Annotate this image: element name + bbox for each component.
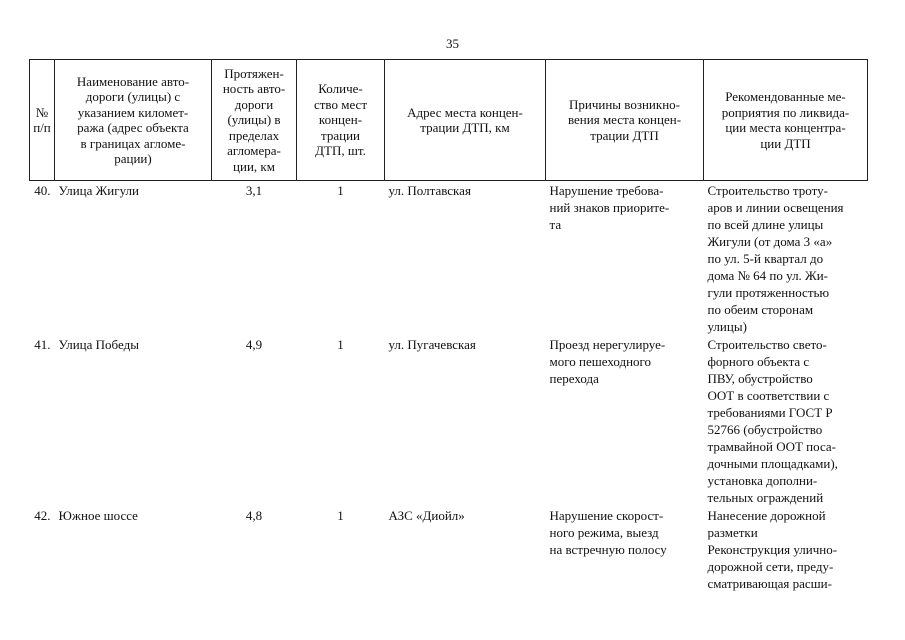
text-line: пределах [228, 127, 280, 143]
text-line: ции ДТП [760, 135, 811, 151]
text-line: дороги (улицы) с [85, 89, 181, 104]
road-name: Улица Жигули [58, 183, 139, 198]
row-number: 41. [34, 337, 51, 352]
text-line: мого пешеходного [549, 354, 652, 369]
road-name: Улица Победы [58, 337, 139, 352]
accident-count: 1 [337, 508, 344, 523]
text-line: Нарушение требова- [549, 183, 664, 198]
text-line: ного режима, выезд [549, 525, 659, 540]
table-row [30, 506, 868, 617]
header-measures [704, 60, 868, 181]
text-line: установка дополни- [707, 473, 818, 488]
text-line: в границах агломе- [80, 135, 186, 151]
header-address [385, 60, 546, 181]
text-line: роприятия по ликвида- [721, 104, 850, 120]
road-length: 3,1 [245, 183, 263, 198]
text-line: та [549, 217, 562, 232]
header-causes [546, 60, 704, 181]
recommended-measure [704, 181, 868, 336]
text-line: ДТП, шт. [315, 143, 366, 159]
text-line: форного объекта с [707, 354, 810, 369]
text-line: сматривающая расши- [707, 576, 832, 591]
text-line: ража (адрес объекта [77, 120, 189, 135]
text-line: ООТ в соответствии с [707, 388, 830, 403]
text-line: Адрес места концен- [407, 104, 523, 120]
page-number: 35 [446, 36, 459, 51]
accident-table [29, 59, 868, 617]
accident-cause [546, 181, 704, 336]
table-row [30, 181, 868, 336]
text-line: Рекомендованные ме- [725, 89, 846, 104]
text-line: улицы) [707, 319, 747, 334]
road-length: 4,8 [245, 508, 263, 523]
text-line: тельных ограждений [707, 490, 824, 505]
accident-cause [546, 335, 704, 506]
text-line: на встречную полосу [549, 542, 667, 557]
accident-address: ул. Пугачевская [388, 337, 476, 352]
text-line: аров и линии освещения [707, 200, 844, 215]
text-line: Протяжен- [224, 65, 284, 81]
text-line: перехода [549, 371, 599, 386]
text-line: дочными площадками), [707, 456, 838, 471]
road-name: Южное шоссе [58, 508, 138, 523]
text-line: по ул. 5-й квартал до [707, 251, 824, 266]
text-line: рации) [114, 151, 152, 166]
header-road-name [55, 60, 212, 181]
text-line: указанием километ- [77, 104, 189, 120]
text-line: по обеим сторонам [707, 302, 814, 317]
accident-count: 1 [337, 337, 344, 352]
text-line: трамвайной ООТ поса- [707, 439, 836, 454]
text-line: ции места концентра- [725, 120, 846, 135]
row-number: 40. [34, 183, 51, 198]
recommended-measure [704, 335, 868, 506]
text-line: трации ДТП, км [420, 120, 510, 135]
text-line: гули протяженностью [707, 285, 830, 300]
accident-count: 1 [337, 183, 344, 198]
row-number: 42. [34, 508, 51, 523]
accident-cause [546, 506, 704, 617]
text-line: трации ДТП [590, 127, 659, 143]
header-row [30, 60, 868, 181]
road-length: 4,9 [245, 337, 263, 352]
header-length [212, 60, 297, 181]
text-line: Наименование авто- [76, 73, 190, 89]
text-line: разметки [707, 525, 758, 540]
text-line: Реконструкция улично- [707, 542, 838, 557]
text-line: требованиями ГОСТ Р [707, 405, 833, 420]
text-line: дома № 64 по ул. Жи- [707, 268, 828, 283]
text-line: Причины возникно- [569, 96, 680, 112]
text-line: агломера- [227, 143, 281, 159]
text-line: Нарушение скорост- [549, 508, 664, 523]
text-line: п/п [33, 120, 51, 135]
text-line: Нанесение дорожной [707, 508, 826, 523]
text-line: Жигули (от дома 3 «а» [707, 234, 833, 249]
text-line: Количе- [318, 81, 363, 97]
text-line: ний знаков приорите- [549, 200, 670, 215]
accident-address: ул. Полтавская [388, 183, 471, 198]
text-line: концен- [318, 112, 363, 128]
header-num [30, 60, 55, 181]
text-line: Проезд нерегулируе- [549, 337, 666, 352]
text-line: Строительство троту- [707, 183, 828, 198]
text-line: дороги [234, 96, 274, 112]
accident-address: АЗС «Диойл» [388, 508, 465, 523]
text-line: вения места концен- [567, 112, 682, 128]
text-line: ции, км [233, 158, 275, 174]
text-line: ПВУ, обустройство [707, 371, 813, 386]
text-line: по всей длине улицы [707, 217, 824, 232]
text-line: дорожной сети, преду- [707, 559, 834, 574]
text-line: трации [321, 127, 360, 143]
recommended-measure [704, 506, 868, 617]
table-row [30, 335, 868, 506]
text-line: (улицы) в [227, 112, 281, 128]
text-line: № [35, 104, 49, 120]
header-count [297, 60, 385, 181]
text-line: 52766 (обустройство [707, 422, 823, 437]
text-line: Строительство свето- [707, 337, 827, 352]
text-line: ство мест [313, 96, 368, 112]
text-line: ность авто- [222, 81, 286, 97]
